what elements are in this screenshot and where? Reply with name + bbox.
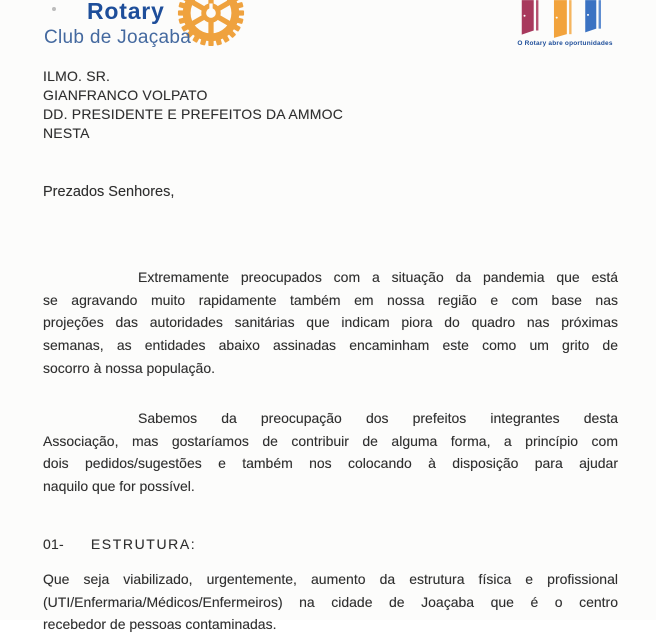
scan-artifact-dot [52, 7, 56, 11]
paragraph-line: Associação, mas gostaríamos de contribuir de alguma forma, a princípio com [43, 432, 618, 449]
section-heading [43, 536, 618, 552]
rotary-wordmark: Rotary [87, 0, 165, 24]
recipient-line: DD. PRESIDENTE E PREFEITOS DA AMMOC [43, 106, 344, 122]
door-azure [585, 0, 601, 32]
paragraph-line: socorro à nossa população. [43, 359, 215, 376]
paragraph-3 [43, 568, 618, 636]
paragraph-1 [43, 266, 618, 380]
recipient-block [43, 67, 618, 143]
paragraph-line: recebedor de pessoas contaminadas. [43, 616, 277, 633]
paragraph-line: semanas, as entidades abaixo assinadas encaminham este como um grito de [43, 337, 618, 354]
club-name: Club de Joaçaba [44, 27, 192, 48]
paragraph-line: dois pedidos/sugestões e também nos colocando à disposição para ajudar [43, 455, 618, 472]
recipient-line: NESTA [43, 125, 90, 141]
paragraph-line: naquilo que for possível. [43, 478, 195, 495]
paragraph-line: Sabemos da preocupação dos prefeitos integrantes desta [138, 410, 618, 426]
section-title: ESTRUTURA: [90, 536, 197, 552]
theme-tagline: O Rotary abre oportunidades [517, 40, 613, 47]
paragraph-2 [43, 407, 618, 498]
paragraph-line: Extremamente preocupados com a situação da pandemia que está [138, 269, 618, 285]
open-doors-icon [519, 0, 611, 38]
recipient-line: GIANFRANCO VOLPATO [43, 87, 208, 103]
section-number: 01- [43, 536, 64, 552]
paragraph-line: projeções das autoridades sanitárias que indicam piora do quadro nas próximas [43, 314, 618, 331]
salutation: Prezados Senhores, [43, 184, 175, 200]
recipient-line: ILMO. SR. [43, 68, 111, 84]
door-cranberry [522, 0, 539, 35]
door-gold [554, 0, 572, 38]
paragraph-line: Que seja viabilizado, urgentemente, aumento da estrutura física e profissional [43, 571, 618, 587]
paragraph-line: se agravando muito rapidamente também em nossa região e com base nas [43, 291, 618, 308]
paragraph-line: (UTI/Enfermaria/Médicos/Enfermeiros) na cidade de Joaçaba que é o centro [43, 593, 618, 610]
